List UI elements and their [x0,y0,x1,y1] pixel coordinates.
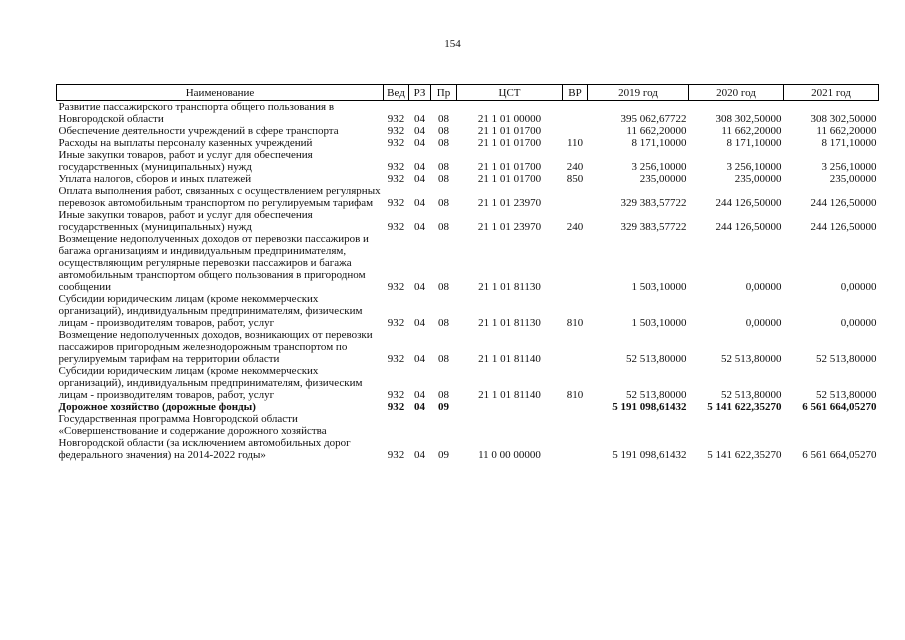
row-2019: 329 383,57722 [620,221,687,233]
row-rz: 04 [414,113,425,125]
row-ved: 932 [387,113,405,125]
row-vr [563,233,588,293]
row-ved: 932 [387,353,405,365]
table-row [57,401,879,413]
row-2020: 0,00000 [745,317,782,329]
row-vr [563,125,588,137]
row-cst: 21 1 01 01700 [477,161,542,173]
row-2021: 235,00000 [829,173,877,185]
row-name: Субсидии юридическим лицам (кроме некоммерческих организаций), индивидуальным предпринимателям, физическим лицам - производителям товаров, работ, услуг [58,365,363,401]
row-2021: 244 126,50000 [810,221,877,233]
row-name: Расходы на выплаты персоналу казенных учреждений [58,137,313,149]
row-ved: 932 [387,221,405,233]
table-row [57,173,879,185]
row-2020: 244 126,50000 [715,197,782,209]
row-pr: 08 [438,125,449,137]
table-row [57,233,879,293]
row-ved: 932 [387,389,405,401]
row-name: Иные закупки товаров, работ и услуг для обеспечения государственных (муниципальных) нужд [58,209,313,233]
row-ved: 932 [387,281,405,293]
row-2019: 3 256,10000 [631,161,687,173]
row-2019: 329 383,57722 [620,197,687,209]
row-cst: 21 1 01 01700 [477,173,542,185]
row-pr: 08 [438,317,449,329]
table-row [57,413,879,461]
table-row [57,209,879,233]
row-2020: 3 256,10000 [726,161,782,173]
table-row [57,149,879,173]
header-pr: Пр [431,85,457,101]
row-name: Дорожное хозяйство (дорожные фонды) [58,401,256,413]
row-2020: 5 141 622,35270 [707,401,782,413]
row-2020: 5 141 622,35270 [707,449,782,461]
row-pr: 08 [438,221,449,233]
row-rz: 04 [414,317,425,329]
row-vr: 850 [566,173,584,185]
row-rz: 04 [414,137,425,149]
row-2021: 0,00000 [840,317,877,329]
header-name: Наименование [57,85,384,101]
row-rz: 04 [414,353,425,365]
row-vr: 240 [566,221,584,233]
row-2019: 5 191 098,61432 [612,449,687,461]
row-2020: 235,00000 [734,173,782,185]
row-name: Оплата выполнения работ, связанных с осуществлением регулярных перевозок автомобильным транспортом по регулируемым тарифам [58,185,381,209]
row-cst: 21 1 01 01700 [477,137,542,149]
row-2020: 52 513,80000 [721,389,782,401]
row-2020: 8 171,10000 [726,137,782,149]
row-pr: 08 [438,113,449,125]
row-ved: 932 [387,137,405,149]
row-name: Иные закупки товаров, работ и услуг для обеспечения государственных (муниципальных) нужд [58,149,313,173]
row-2019: 1 503,10000 [631,281,687,293]
row-rz: 04 [414,449,425,461]
row-name: Уплата налогов, сборов и иных платежей [58,173,252,185]
row-2021: 308 302,50000 [810,113,877,125]
row-name: Субсидии юридическим лицам (кроме некоммерческих организаций), индивидуальным предпринимателям, физическим лицам - производителям товаров, работ, услуг [58,293,363,329]
row-2021: 52 513,80000 [816,353,877,365]
header-2019: 2019 год [588,85,689,101]
row-2020: 11 662,20000 [721,125,782,137]
row-pr: 08 [438,161,449,173]
row-ved: 932 [387,173,405,185]
row-rz: 04 [414,401,425,413]
row-2021: 11 662,20000 [816,125,877,137]
row-2021: 0,00000 [840,281,877,293]
row-pr: 08 [438,281,449,293]
row-ved: 932 [387,317,405,329]
row-ved: 932 [387,449,405,461]
row-cst: 21 1 01 00000 [477,113,542,125]
row-vr [563,101,588,126]
row-name: Возмещение недополученных доходов, возникающих от перевозки пассажиров пригородным железнодорожным транспортом по регулируемым тарифам на территории области [58,329,373,365]
table-row [57,329,879,365]
row-2019: 52 513,80000 [626,353,687,365]
row-vr: 810 [566,317,584,329]
row-2019: 395 062,67722 [620,113,687,125]
row-2019: 1 503,10000 [631,317,687,329]
row-name: Развитие пассажирского транспорта общего пользования в Новгородской области [58,101,335,125]
row-name: Возмещение недополученных доходов от перевозки пассажиров и багажа организациям и индивидуальным предпринимателям, осуществляющим регулярные перевозки пассажиров и багажа автомобильным транспортом общего пользования в пригородном сообщении [58,233,369,293]
row-cst: 21 1 01 81140 [478,389,541,401]
table-header-row [57,85,879,101]
row-cst: 21 1 01 01700 [477,125,542,137]
row-ved: 932 [387,401,405,413]
row-2021: 8 171,10000 [821,137,877,149]
row-2020: 308 302,50000 [715,113,782,125]
row-2019: 52 513,80000 [626,389,687,401]
header-2020: 2020 год [689,85,784,101]
row-cst: 21 1 01 23970 [477,221,542,233]
row-cst: 21 1 01 81140 [478,353,541,365]
row-rz: 04 [414,173,425,185]
header-cst: ЦСТ [457,85,563,101]
row-pr: 08 [438,389,449,401]
table-row [57,101,879,126]
row-name: Государственная программа Новгородской области «Совершенствование и содержание дорожного хозяйства Новгородской области (за исключением автомобильных дорог федерального значения) на 2014-2022 годы» [58,413,351,461]
row-2020: 0,00000 [745,281,782,293]
row-cst: 21 1 01 23970 [477,197,542,209]
row-2019: 11 662,20000 [626,125,687,137]
row-cst [457,401,563,413]
row-vr [563,413,588,461]
table-row [57,293,879,329]
row-cst: 21 1 01 81130 [478,281,541,293]
header-vr: ВР [563,85,588,101]
row-vr: 810 [566,389,584,401]
row-ved: 932 [387,197,405,209]
row-vr [563,185,588,209]
row-pr: 09 [438,449,449,461]
row-vr: 240 [566,161,584,173]
row-cst: 11 0 00 00000 [478,449,541,461]
row-ved: 932 [387,125,405,137]
header-2021: 2021 год [784,85,879,101]
row-rz: 04 [414,161,425,173]
row-2019: 8 171,10000 [631,137,687,149]
budget-table [56,84,879,461]
table-row [57,185,879,209]
table-row [57,365,879,401]
row-rz: 04 [414,197,425,209]
row-2021: 6 561 664,05270 [802,449,877,461]
row-ved: 932 [387,161,405,173]
row-vr [563,401,588,413]
row-2021: 6 561 664,05270 [802,401,877,413]
row-2020: 52 513,80000 [721,353,782,365]
row-rz: 04 [414,281,425,293]
row-2019: 5 191 098,61432 [612,401,687,413]
row-pr: 09 [438,401,449,413]
header-ved: Вед [384,85,409,101]
row-rz: 04 [414,221,425,233]
row-vr [563,329,588,365]
table-row [57,125,879,137]
row-2021: 244 126,50000 [810,197,877,209]
row-pr: 08 [438,173,449,185]
row-pr: 08 [438,137,449,149]
row-cst: 21 1 01 81130 [478,317,541,329]
row-rz: 04 [414,389,425,401]
row-name: Обеспечение деятельности учреждений в сфере транспорта [58,125,339,137]
header-rz: РЗ [409,85,431,101]
row-pr: 08 [438,353,449,365]
row-pr: 08 [438,197,449,209]
row-2021: 3 256,10000 [821,161,877,173]
row-rz: 04 [414,125,425,137]
row-2020: 244 126,50000 [715,221,782,233]
page-number: 154 [444,38,461,50]
row-2019: 235,00000 [639,173,687,185]
row-2021: 52 513,80000 [816,389,877,401]
table-row [57,137,879,149]
row-vr: 110 [566,137,584,149]
